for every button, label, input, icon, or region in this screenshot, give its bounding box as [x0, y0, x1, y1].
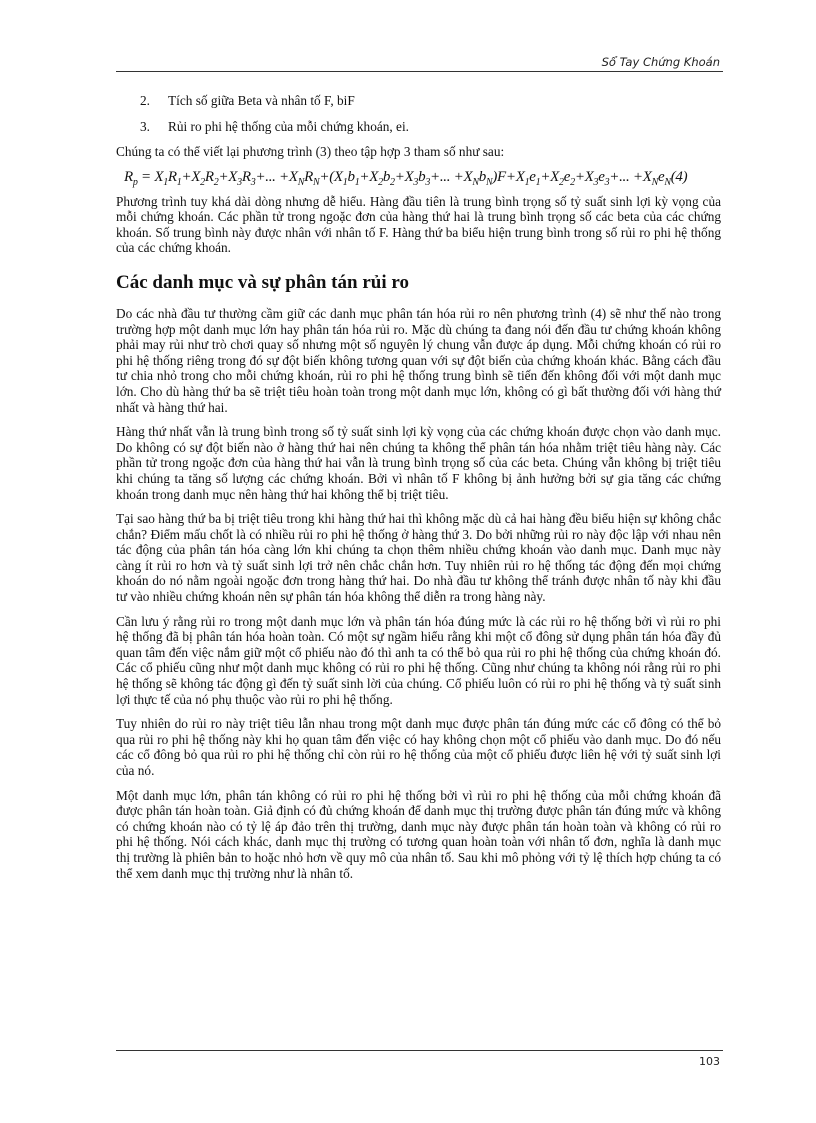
- paragraph: Tại sao hàng thứ ba bị triệt tiêu trong khi hàng thứ hai thì không mặc dù cả hai hàng đều biểu hiện sự không chắc chắn? Điểm mấu chốt là có nhiều rủi ro phi hệ thống ở hàng thứ 3. Do bởi những rủi ro này độc lập với nhau nên tác động của phân tán hóa càng lớn khi chúng ta chọn thêm nhiều chứng khoán vào danh mục. Danh mục này càng ít rủi ro hơn và tỷ suất sinh lợi trở nên chắc chắn hơn. Tuy nhiên rủi ro hệ thống tác động đến mọi chứng khoán do nó nằm ngoài ngoặc đơn trong hàng thứ hai. Do nhà đầu tư không thể tránh được nhân tố này khi đầu tư vào nhiều chứng khoán nên sự phân tán hóa không thể diễn ra trong hàng này.: [116, 511, 721, 605]
- list-item: [116, 118, 721, 135]
- paragraph: Phương trình tuy khá dài dòng nhưng dễ hiểu. Hàng đầu tiên là trung bình trọng số tỷ suất sinh lợi kỳ vọng của mỗi chứng khoán. Các phần tử trong ngoặc đơn của hàng thứ hai là trung bình trọng số các beta của các chứng khoán. Số trung bình này được nhân với nhân tố F. Hàng thứ ba biểu hiện trung bình trong số rủi ro phi hệ thống của các chứng khoán.: [116, 193, 721, 256]
- paragraph: Hàng thứ nhất vẫn là trung bình trong số tỷ suất sinh lợi kỳ vọng của các chứng khoán được chọn vào danh mục. Do không có sự đột biến nào ở hàng thứ hai nên chúng ta không thể phân tán hóa nhằm triệt tiêu hàng này. Các phần tử trong ngoặc đơn của hàng thứ hai vẫn là trung bình trọng số của các beta. Chúng vẫn không bị triệt tiêu khi chúng ta tăng số lượng các chứng khoán. Bởi vì nhân tố F không bị ảnh hưởng bởi sự gia tăng các chứng khoán trong danh mục nên hàng thứ hai không thể bị triệt tiêu.: [116, 424, 721, 502]
- section-heading: Các danh mục và sự phân tán rủi ro: [116, 271, 409, 293]
- list-text: Tích số giữa Beta và nhân tố F, biF: [168, 93, 355, 108]
- footer-rule: [116, 1050, 723, 1051]
- list-number: 2.: [140, 93, 150, 108]
- list-text: Rủi ro phi hệ thống của mỗi chứng khoán, ei.: [168, 119, 409, 134]
- page-number: 103: [699, 1055, 720, 1068]
- paragraph: Một danh mục lớn, phân tán không có rủi ro phi hệ thống bởi vì rủi ro phi hệ thống của mỗi chứng khoán đã được phân tán hoàn toàn. Giả định có đủ chứng khoán để danh mục thị trường được phân tán đúng mức và không có chứng khoán nào có tỷ lệ áp đảo trên thị trường, danh mục này được phân tán hoàn toàn và không có rủi ro phi hệ thống. Nói cách khác, danh mục thị trường có tương quan hoàn toàn với nhân tố đơn, nghĩa là danh mục thị trường là phiên bản to hoặc nhỏ hơn về quy mô của nhân tố. Sau khi mô phỏng với tỷ lệ thích hợp chúng ta có thể xem danh mục thị trường như là nhân tố.: [116, 787, 721, 881]
- running-header: Sổ Tay Chứng Khoán: [601, 55, 720, 69]
- intro-paragraph: Chúng ta có thể viết lại phương trình (3) theo tập hợp 3 tham số như sau:: [116, 144, 505, 159]
- paragraph: Tuy nhiên do rủi ro này triệt tiêu lẫn nhau trong một danh mục được phân tán đúng mức các cổ đông có thể bỏ qua rủi ro phi hệ thống này khi họ quan tâm đến việc có hay không chọn một cổ phiếu vào danh mục. Do đó nếu các cổ đông bỏ qua rủi ro phi hệ thống chỉ còn rủi ro hệ thống của một cổ phiếu được liên hệ với tỷ suất sinh lợi của nó.: [116, 716, 721, 778]
- list-number: 3.: [140, 119, 150, 134]
- page-content: [116, 92, 721, 890]
- equation-4: $R_p = X_1R_1+X_2R_2+X_3R_3+$... $+X_NR_N+(X_1b_1+X_2b_2+X_3b_3+$... $+X_Nb_N)F+X_1e_1+X_2e_2+X_3e_3+$... $+X_Ne_N(4)$: [124, 168, 688, 188]
- header-rule: [116, 71, 723, 72]
- paragraph: Cần lưu ý rằng rủi ro trong một danh mục lớn và phân tán hóa đúng mức là các rủi ro hệ thống bởi vì rủi ro phi hệ thống đã bị phân tán hóa hoàn toàn. Có một sự ngầm hiểu rằng khi một cổ đông sử dụng phân tán hóa đầy đủ quan tâm đến việc nắm giữ một cổ phiếu nào đó thì anh ta có thể bỏ qua rủi ro phi hệ thống của chứng khoán đó. Các cổ phiếu cũng như một danh mục không có rủi ro phi hệ thống. Cũng như chúng ta không nói rằng rủi ro phi hệ thống sẽ không tác động gì đến tỷ suất sinh lời của chúng. Cổ phiếu luôn có rủi ro phi hệ thống và tỷ suất sinh lợi thực tế của nó phụ thuộc vào rủi ro phi hệ thống.: [116, 613, 721, 707]
- list-item: [116, 92, 721, 109]
- paragraph: Do các nhà đầu tư thường cầm giữ các danh mục phân tán hóa rủi ro nên phương trình (4) sẽ như thế nào trong trường hợp một danh mục lớn hay phân tán hóa rủi ro. Mặc dù chúng ta đang nói đến đầu tư chứng khoán không phải may rủi như trò chơi quay số nhưng một số nguyên lý chung vẫn được áp dụng. Mỗi chứng khoán có rủi ro phi hệ thống riêng trong đó sự đột biến không tương quan với sự đột biến của chứng khoán khác. Bằng cách đầu tư chia nhỏ trong cho mỗi chứng khoán, rủi ro phi hệ thống trung bình sẽ tiến đến không đối với một danh mục lớn. Cho dù hàng thứ ba sẽ triệt tiêu hoàn toàn trong một danh mục lớn, không có gì bất thường đối với hàng thứ nhất và hàng thứ hai.: [116, 305, 721, 415]
